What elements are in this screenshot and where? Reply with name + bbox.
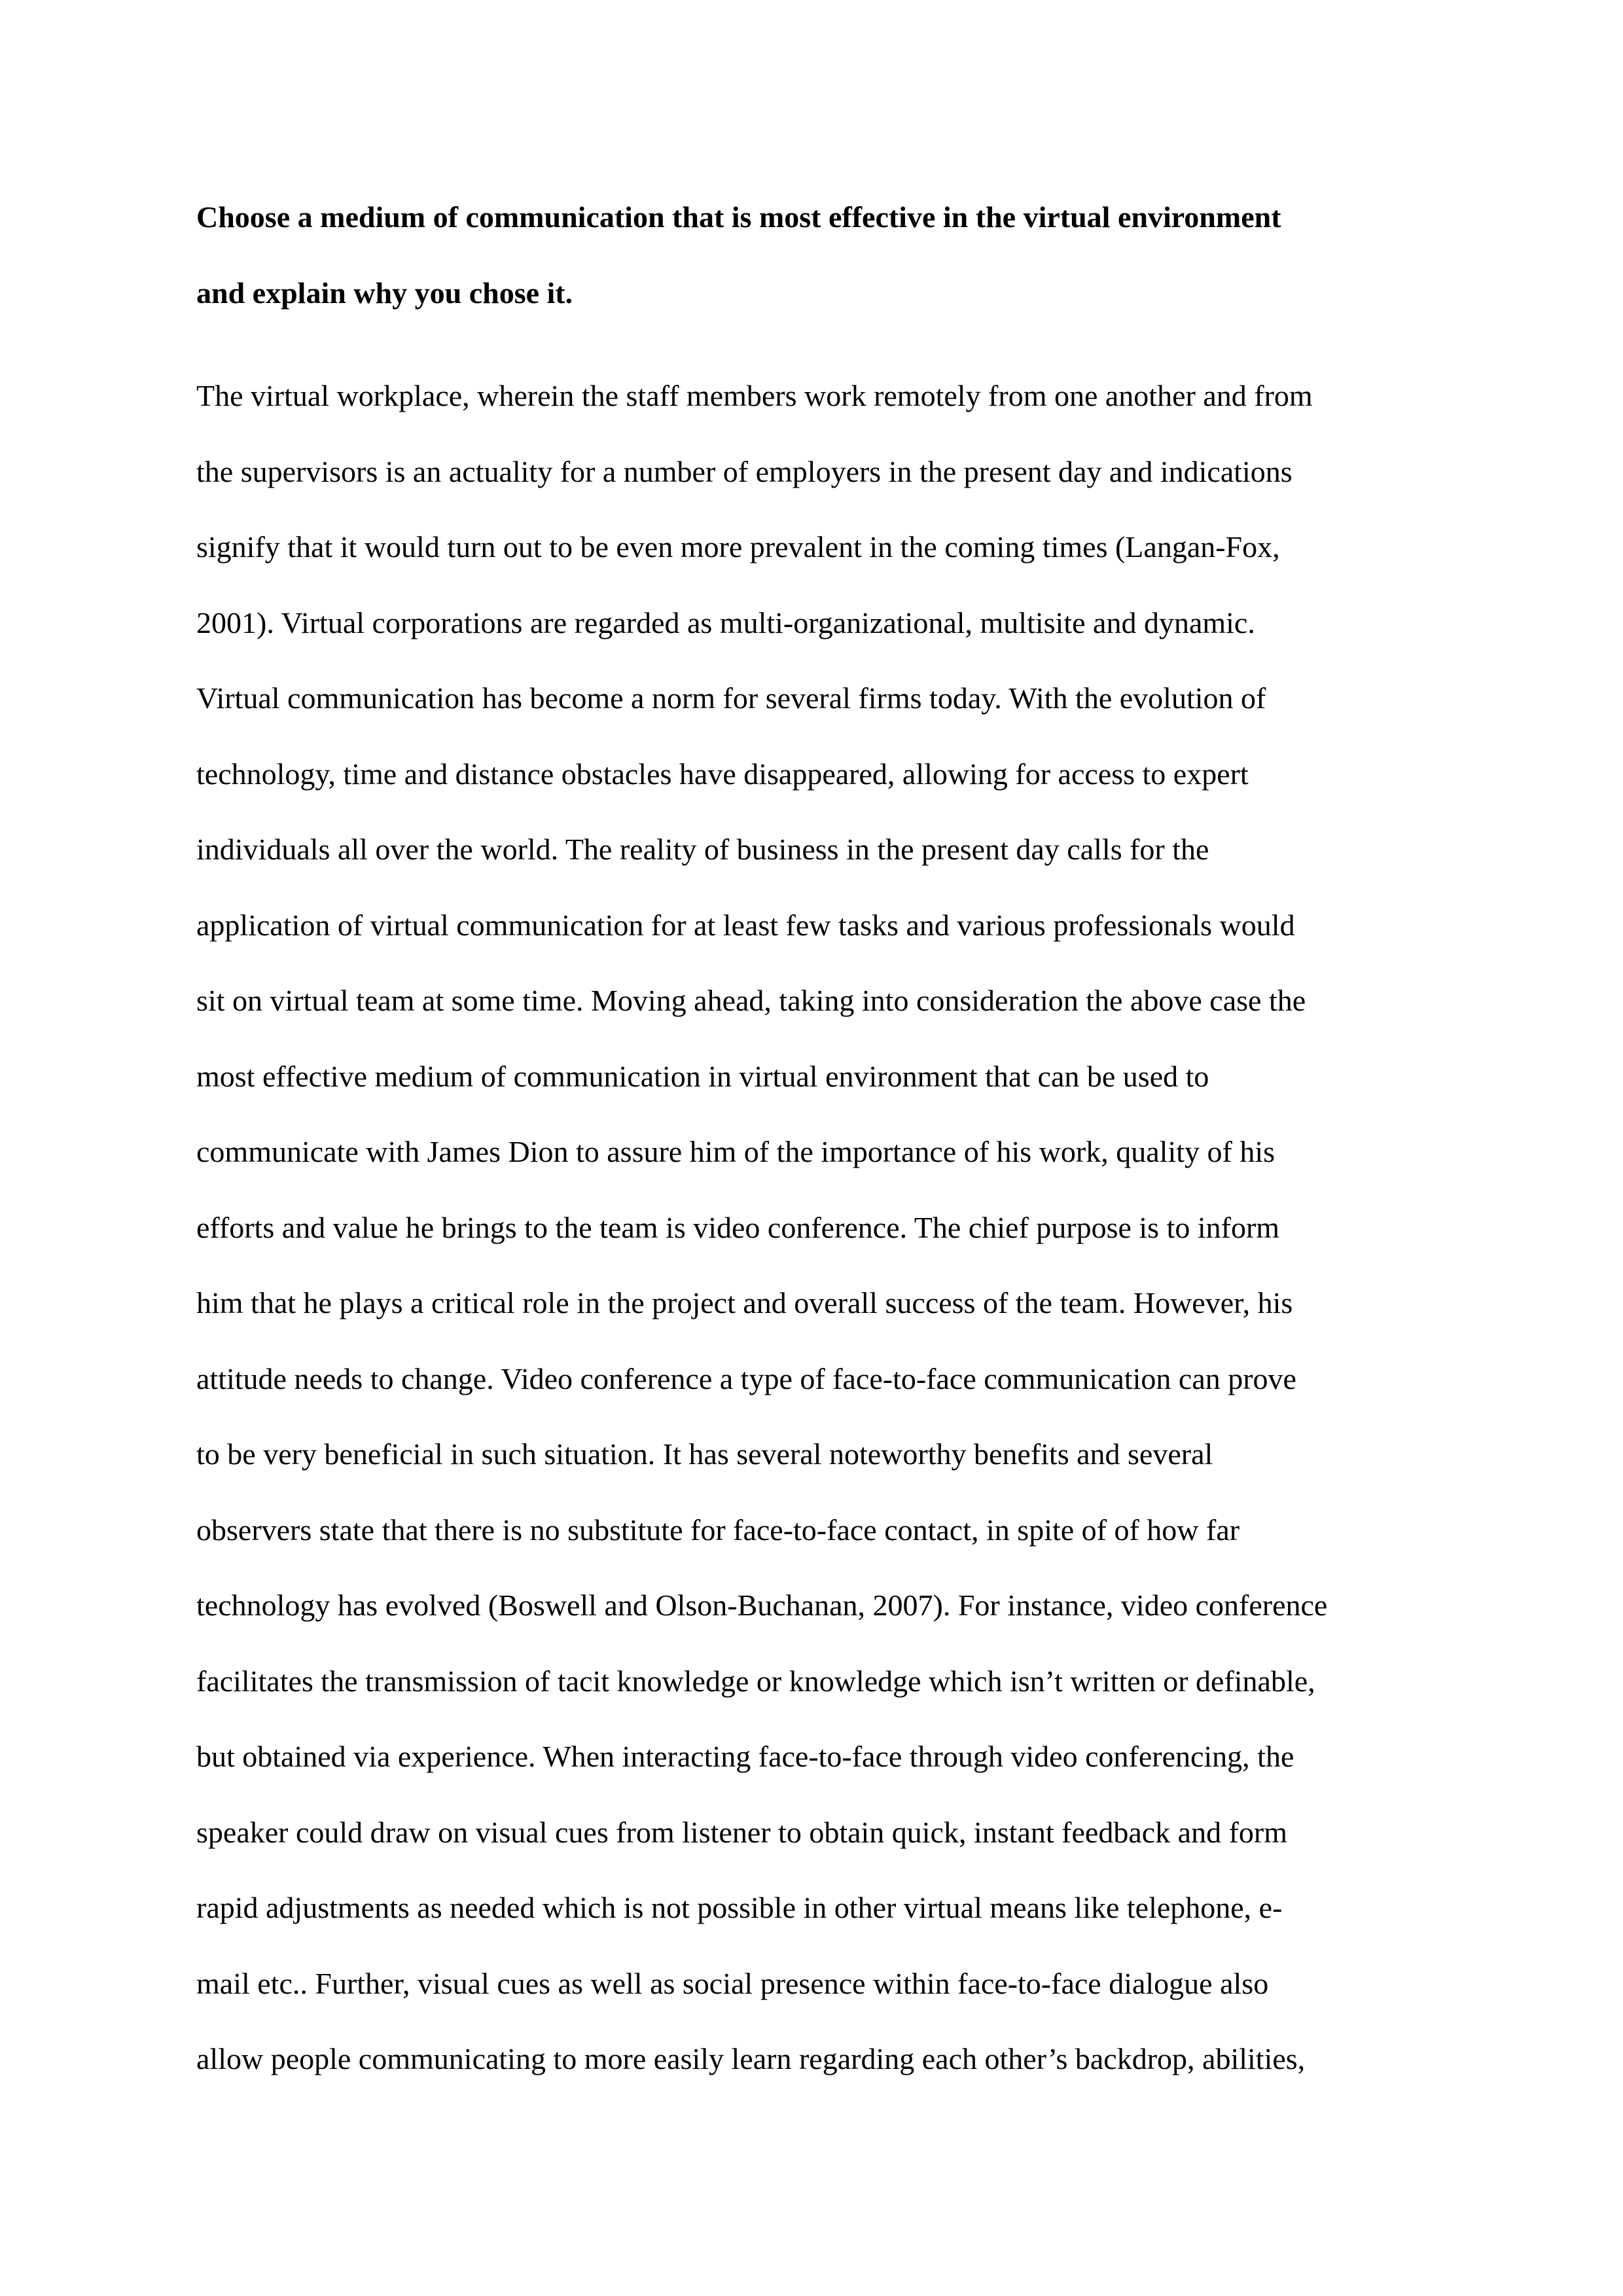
- document-content: [196, 191, 1453, 2109]
- body-line: most effective medium of communication in virtual environment that can be used to: [196, 1059, 1209, 1093]
- body-line: Virtual communication has become a norm for several firms today. With the evolution of: [196, 681, 1266, 715]
- body-paragraph: [196, 370, 1453, 2109]
- heading-line: and explain why you chose it.: [196, 276, 573, 310]
- body-line: technology has evolved (Boswell and Olson-Buchanan, 2007). For instance, video conference: [196, 1588, 1328, 1622]
- body-line: 2001). Virtual corporations are regarded as multi-organizational, multisite and dynamic.: [196, 605, 1255, 639]
- document-heading: [196, 191, 1453, 343]
- body-line: sit on virtual team at some time. Moving ahead, taking into consideration the above case the: [196, 984, 1306, 1017]
- body-line: rapid adjustments as needed which is not possible in other virtual means like telephone, e-: [196, 1891, 1283, 1924]
- heading-line: Choose a medium of communication that is most effective in the virtual environment: [196, 200, 1281, 234]
- body-line: efforts and value he brings to the team is video conference. The chief purpose is to inform: [196, 1210, 1280, 1244]
- body-line: individuals all over the world. The reality of business in the present day calls for the: [196, 833, 1209, 866]
- body-line: speaker could draw on visual cues from listener to obtain quick, instant feedback and form: [196, 1815, 1287, 1849]
- body-line: attitude needs to change. Video conference a type of face-to-face communication can prove: [196, 1361, 1296, 1395]
- body-line: mail etc.. Further, visual cues as well as social presence within face-to-face dialogue also: [196, 1966, 1269, 2000]
- body-line: allow people communicating to more easily learn regarding each other’s backdrop, abilities,: [196, 2042, 1306, 2075]
- body-line: technology, time and distance obstacles have disappeared, allowing for access to expert: [196, 757, 1249, 791]
- body-line: communicate with James Dion to assure him of the importance of his work, quality of his: [196, 1135, 1275, 1168]
- body-line: facilitates the transmission of tacit knowledge or knowledge which isn’t written or definable,: [196, 1664, 1315, 1698]
- body-line: signify that it would turn out to be even more prevalent in the coming times (Langan-Fox,: [196, 530, 1280, 564]
- body-line: observers state that there is no substitute for face-to-face contact, in spite of of how far: [196, 1513, 1240, 1547]
- body-line: the supervisors is an actuality for a number of employers in the present day and indications: [196, 454, 1293, 488]
- body-line: him that he plays a critical role in the project and overall success of the team. However, his: [196, 1286, 1293, 1319]
- body-line: application of virtual communication for at least few tasks and various professionals would: [196, 908, 1295, 942]
- body-line: to be very beneficial in such situation. It has several noteworthy benefits and several: [196, 1437, 1213, 1471]
- body-line: The virtual workplace, wherein the staff members work remotely from one another and from: [196, 379, 1313, 412]
- body-line: but obtained via experience. When interacting face-to-face through video conferencing, the: [196, 1740, 1294, 1773]
